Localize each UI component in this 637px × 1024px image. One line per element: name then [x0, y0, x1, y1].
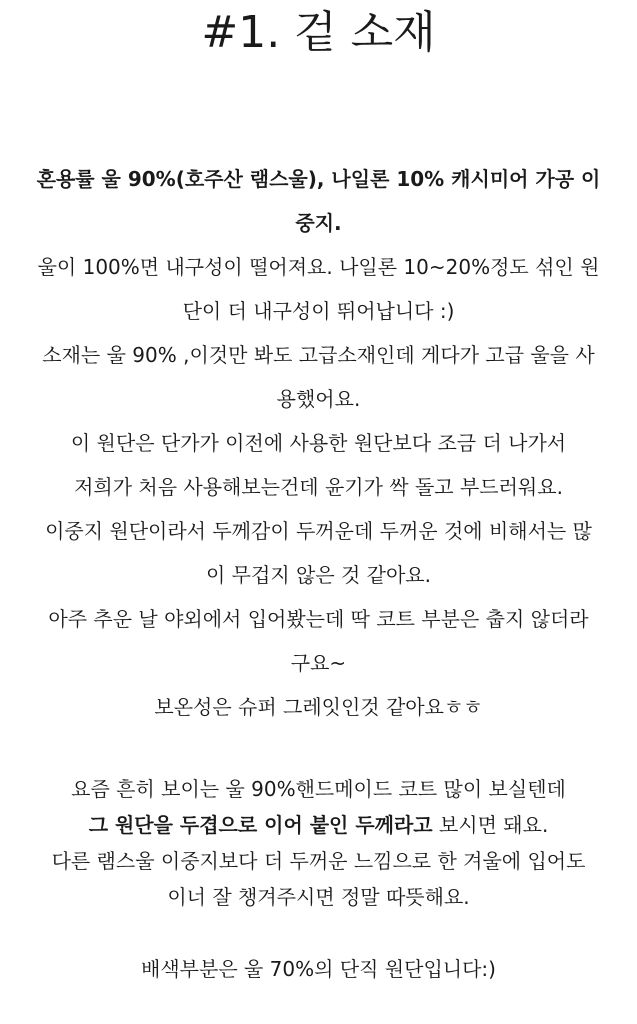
paragraph-line: 소재는 울 90% ,이것만 봐도 고급소재인데 게다가 고급 울을 사	[42, 343, 595, 367]
paragraph-line: 단이 더 내구성이 뛰어납니다 :)	[182, 299, 455, 323]
paragraph-line: 이중지 원단이라서 두께감이 두꺼운데 두꺼운 것에 비해서는 많	[45, 519, 592, 543]
paragraph-line: 이 원단은 단가가 이전에 사용한 원단보다 조금 더 나가서	[70, 431, 567, 455]
paragraph-line: 울이 100%면 내구성이 떨어져요. 나일론 10~20%정도 섞인 원	[37, 255, 600, 279]
composition-line-2: 중지.	[295, 211, 342, 235]
paragraph-line: 용했어요.	[276, 387, 361, 411]
paragraph-line: 구요~	[290, 651, 347, 675]
section-title: #1. 겉 소재	[201, 7, 436, 58]
paragraph-line: 보온성은 슈퍼 그레잇인것 같아요ㅎㅎ	[154, 695, 483, 719]
paragraph-line: 저희가 처음 사용해보는건데 윤기가 싹 돌고 부드러워요.	[74, 475, 563, 499]
paragraph-line: 이 무겁지 않은 것 같아요.	[206, 563, 431, 587]
paragraph-line: 아주 추운 날 야외에서 입어봤는데 딱 코트 부분은 춥지 않더라	[48, 607, 589, 631]
paragraph2-line-2-rest: 보시면 돼요.	[432, 813, 549, 837]
paragraph2-line-2	[0, 807, 637, 843]
article-body	[0, 157, 637, 987]
paragraph3-line-1: 배색부분은 울 70%의 단직 원단입니다:)	[141, 957, 496, 981]
paragraph-spacer	[0, 729, 637, 771]
emphasis-text: 그 원단을 두겹으로 이어 붙인 두께라고	[88, 813, 433, 837]
composition-line-1: 혼용률 울 90%(호주산 램스울), 나일론 10% 캐시미어 가공 이	[36, 167, 601, 191]
paragraph2-line-4: 이너 잘 챙겨주시면 정말 따뜻해요.	[167, 885, 470, 909]
paragraph-spacer	[0, 915, 637, 951]
paragraph2-line-3: 다른 램스울 이중지보다 더 두꺼운 느낌으로 한 겨울에 입어도	[51, 849, 586, 873]
paragraph2-line-1: 요즘 흔히 보이는 울 90%핸드메이드 코트 많이 보실텐데	[71, 777, 566, 801]
